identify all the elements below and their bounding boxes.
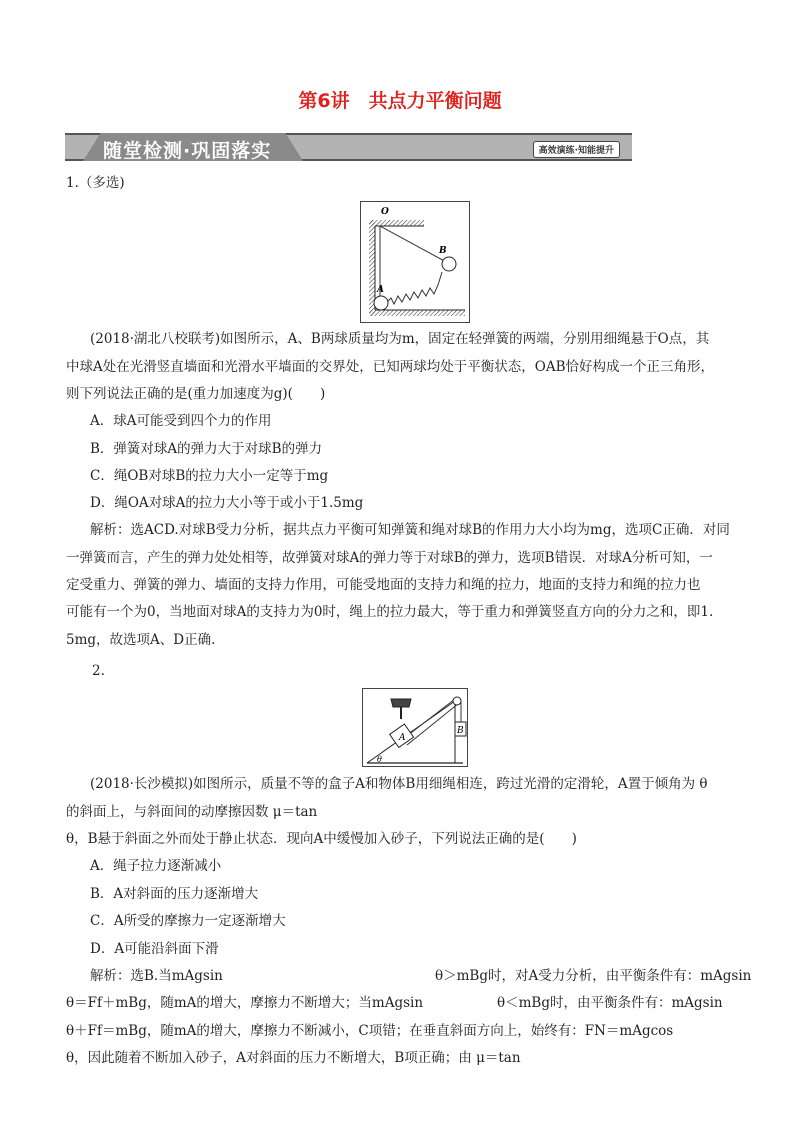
analysis-line: 定受重力、弹簧的弹力、墙面的支持力作用，可能受地面的支持力和绳的拉力，地面的支持力和绳的拉力也 bbox=[66, 577, 701, 593]
figure-2-incline-pulley bbox=[362, 688, 468, 767]
stem-line: θ，B悬于斜面之外而处于静止状态．现向A中缓慢加入砂子，下列说法正确的是( ) bbox=[66, 831, 577, 847]
banner-badge: 高效演练·知能提升 bbox=[533, 141, 620, 158]
question-2-number: 2. bbox=[92, 663, 105, 679]
banner-main-text: 随堂检测·巩固落实 bbox=[103, 140, 272, 162]
figure-2-label-theta: θ bbox=[377, 755, 382, 764]
stem-line: 中球A处在光滑竖直墙面和光滑水平墙面的交界处，已知两球均处于平衡状态，OAB恰好构成一个正三角形， bbox=[66, 359, 714, 375]
figure-1-drawing bbox=[361, 202, 469, 322]
analysis-line: θ，因此随着不断加入砂子，A对斜面的压力不断增大，B项正确；由 μ＝tan bbox=[66, 1050, 521, 1066]
question-1-number: 1.（多选) bbox=[66, 175, 125, 191]
option-a: A．绳子拉力逐渐减小 bbox=[90, 858, 222, 874]
stem-line: 的斜面上，与斜面间的动摩擦因数 μ＝tan bbox=[66, 804, 318, 820]
option-b: B．弹簧对球A的弹力大于对球B的弹力 bbox=[90, 441, 323, 457]
figure-1-label-a: A bbox=[377, 285, 384, 295]
figure-2-drawing bbox=[363, 689, 467, 766]
analysis-line-left: θ＝Ff＋mBg，随mA的增大，摩擦力不断增大；当mAgsin bbox=[66, 995, 424, 1011]
figure-1-spring-balls bbox=[360, 201, 470, 323]
section-banner bbox=[65, 133, 632, 161]
option-d: D．A可能沿斜面下滑 bbox=[90, 941, 219, 957]
analysis-line: θ＋Ff＝mBg，随mA的增大，摩擦力不断减小，C项错；在垂直斜面方向上，始终有：FN＝mAgcos bbox=[66, 1023, 674, 1039]
stem-line: (2018·长沙模拟)如图所示，质量不等的盒子A和物体B用细绳相连，跨过光滑的定滑轮，A置于倾角为 θ bbox=[90, 776, 708, 792]
figure-1-label-b: B bbox=[439, 246, 447, 256]
analysis-line: 解析：选ACD.对球B受力分析，据共点力平衡可知弹簧和绳对球B的作用力大小均为mg，选项C正确．对同 bbox=[90, 522, 730, 538]
analysis-line: 一弹簧而言，产生的弹力处处相等，故弹簧对球A的弹力等于对球B的弹力，选项B错误．对球A分析可知，一 bbox=[66, 550, 713, 566]
figure-1-label-o: O bbox=[381, 207, 389, 217]
analysis-line: 可能有一个为0，当地面对球A的支持力为0时，绳上的拉力最大，等于重力和弹簧竖直方向的分力之和，即1. bbox=[66, 604, 714, 620]
option-c: C．A所受的摩擦力一定逐渐增大 bbox=[90, 913, 286, 929]
page-title: 第6讲 共点力平衡问题 bbox=[298, 90, 502, 112]
analysis-line: 5mg，故选项A、D正确. bbox=[66, 632, 216, 648]
stem-line: 则下列说法正确的是(重力加速度为g)( ) bbox=[66, 386, 326, 402]
stem-line: (2018·湖北八校联考)如图所示，A、B两球质量均为m，固定在轻弹簧的两端，分别用细绳悬于O点，其 bbox=[90, 331, 710, 347]
option-b: B．A对斜面的压力逐渐增大 bbox=[90, 886, 259, 902]
option-a: A．球A可能受到四个力的作用 bbox=[90, 413, 272, 429]
option-d: D．绳OA对球A的拉力大小等于或小于1.5mg bbox=[90, 495, 364, 511]
analysis-line-left: 解析：选B.当mAgsin bbox=[90, 968, 223, 984]
figure-2-label-b: B bbox=[457, 726, 464, 736]
option-c: C．绳OB对球B的拉力大小一定等于mg bbox=[90, 468, 329, 484]
figure-2-label-a: A bbox=[399, 733, 406, 743]
analysis-line-right: θ＞mBg时，对A受力分析，由平衡条件有：mAgsin bbox=[435, 968, 752, 984]
analysis-line-right: θ＜mBg时，由平衡条件有：mAgsin bbox=[497, 995, 723, 1011]
